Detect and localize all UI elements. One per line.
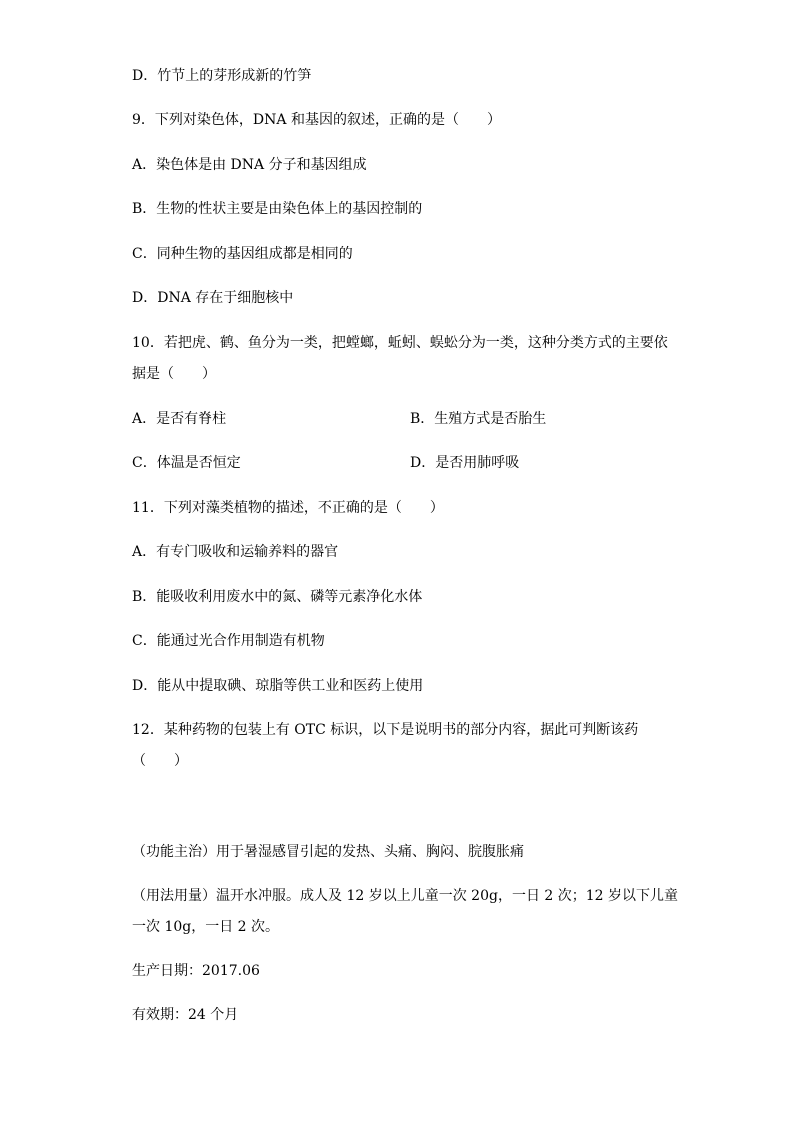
q10-stem-line2: 据是（ ） (132, 366, 216, 382)
q11-option-a: A．有专门吸收和运输养料的器官 (132, 544, 339, 560)
q12-usage-line1: （用法用量）温开水冲服。成人及 12 岁以上儿童一次 20g，一日 2 次；12 岁以下儿童 (132, 888, 679, 904)
q12-stem-line2: （ ） (132, 753, 188, 769)
q10-stem-line1: 10．若把虎、鹤、鱼分为一类，把螳螂，蚯蚓、蜈蚣分为一类，这种分类方式的主要依 (132, 335, 668, 351)
q12-usage-line2: 一次 10g，一日 2 次。 (132, 919, 280, 935)
q10-option-c: C．体温是否恒定 (132, 455, 241, 471)
q10-option-d: D．是否用肺呼吸 (410, 455, 520, 471)
q11-stem: 11．下列对藻类植物的描述，不正确的是（ ） (132, 500, 444, 516)
q11-option-b: B．能吸收利用废水中的氮、磷等元素净化水体 (132, 589, 423, 605)
q9-option-a: A．染色体是由 DNA 分子和基因组成 (132, 157, 367, 173)
q9-option-c: C．同种生物的基因组成都是相同的 (132, 246, 353, 262)
q12-validity: 有效期：24 个月 (132, 1007, 239, 1023)
q10-option-b: B．生殖方式是否胎生 (410, 411, 547, 427)
q11-option-d: D．能从中提取碘、琼脂等供工业和医药上使用 (132, 678, 424, 694)
q9-option-b: B．生物的性状主要是由染色体上的基因控制的 (132, 201, 423, 217)
q12-function: （功能主治）用于暑湿感冒引起的发热、头痛、胸闷、脘腹胀痛 (132, 844, 524, 860)
q8-option-d: D．竹节上的芽形成新的竹笋 (132, 68, 312, 84)
q10-option-a: A．是否有脊柱 (132, 411, 227, 427)
q9-option-d: D．DNA 存在于细胞核中 (132, 290, 294, 306)
q12-stem-line1: 12．某种药物的包装上有 OTC 标识，以下是说明书的部分内容，据此可判断该药 (132, 722, 639, 738)
q9-stem: 9．下列对染色体，DNA 和基因的叙述，正确的是（ ） (132, 112, 501, 128)
q12-production-date: 生产日期：2017.06 (132, 963, 260, 979)
q11-option-c: C．能通过光合作用制造有机物 (132, 633, 325, 649)
